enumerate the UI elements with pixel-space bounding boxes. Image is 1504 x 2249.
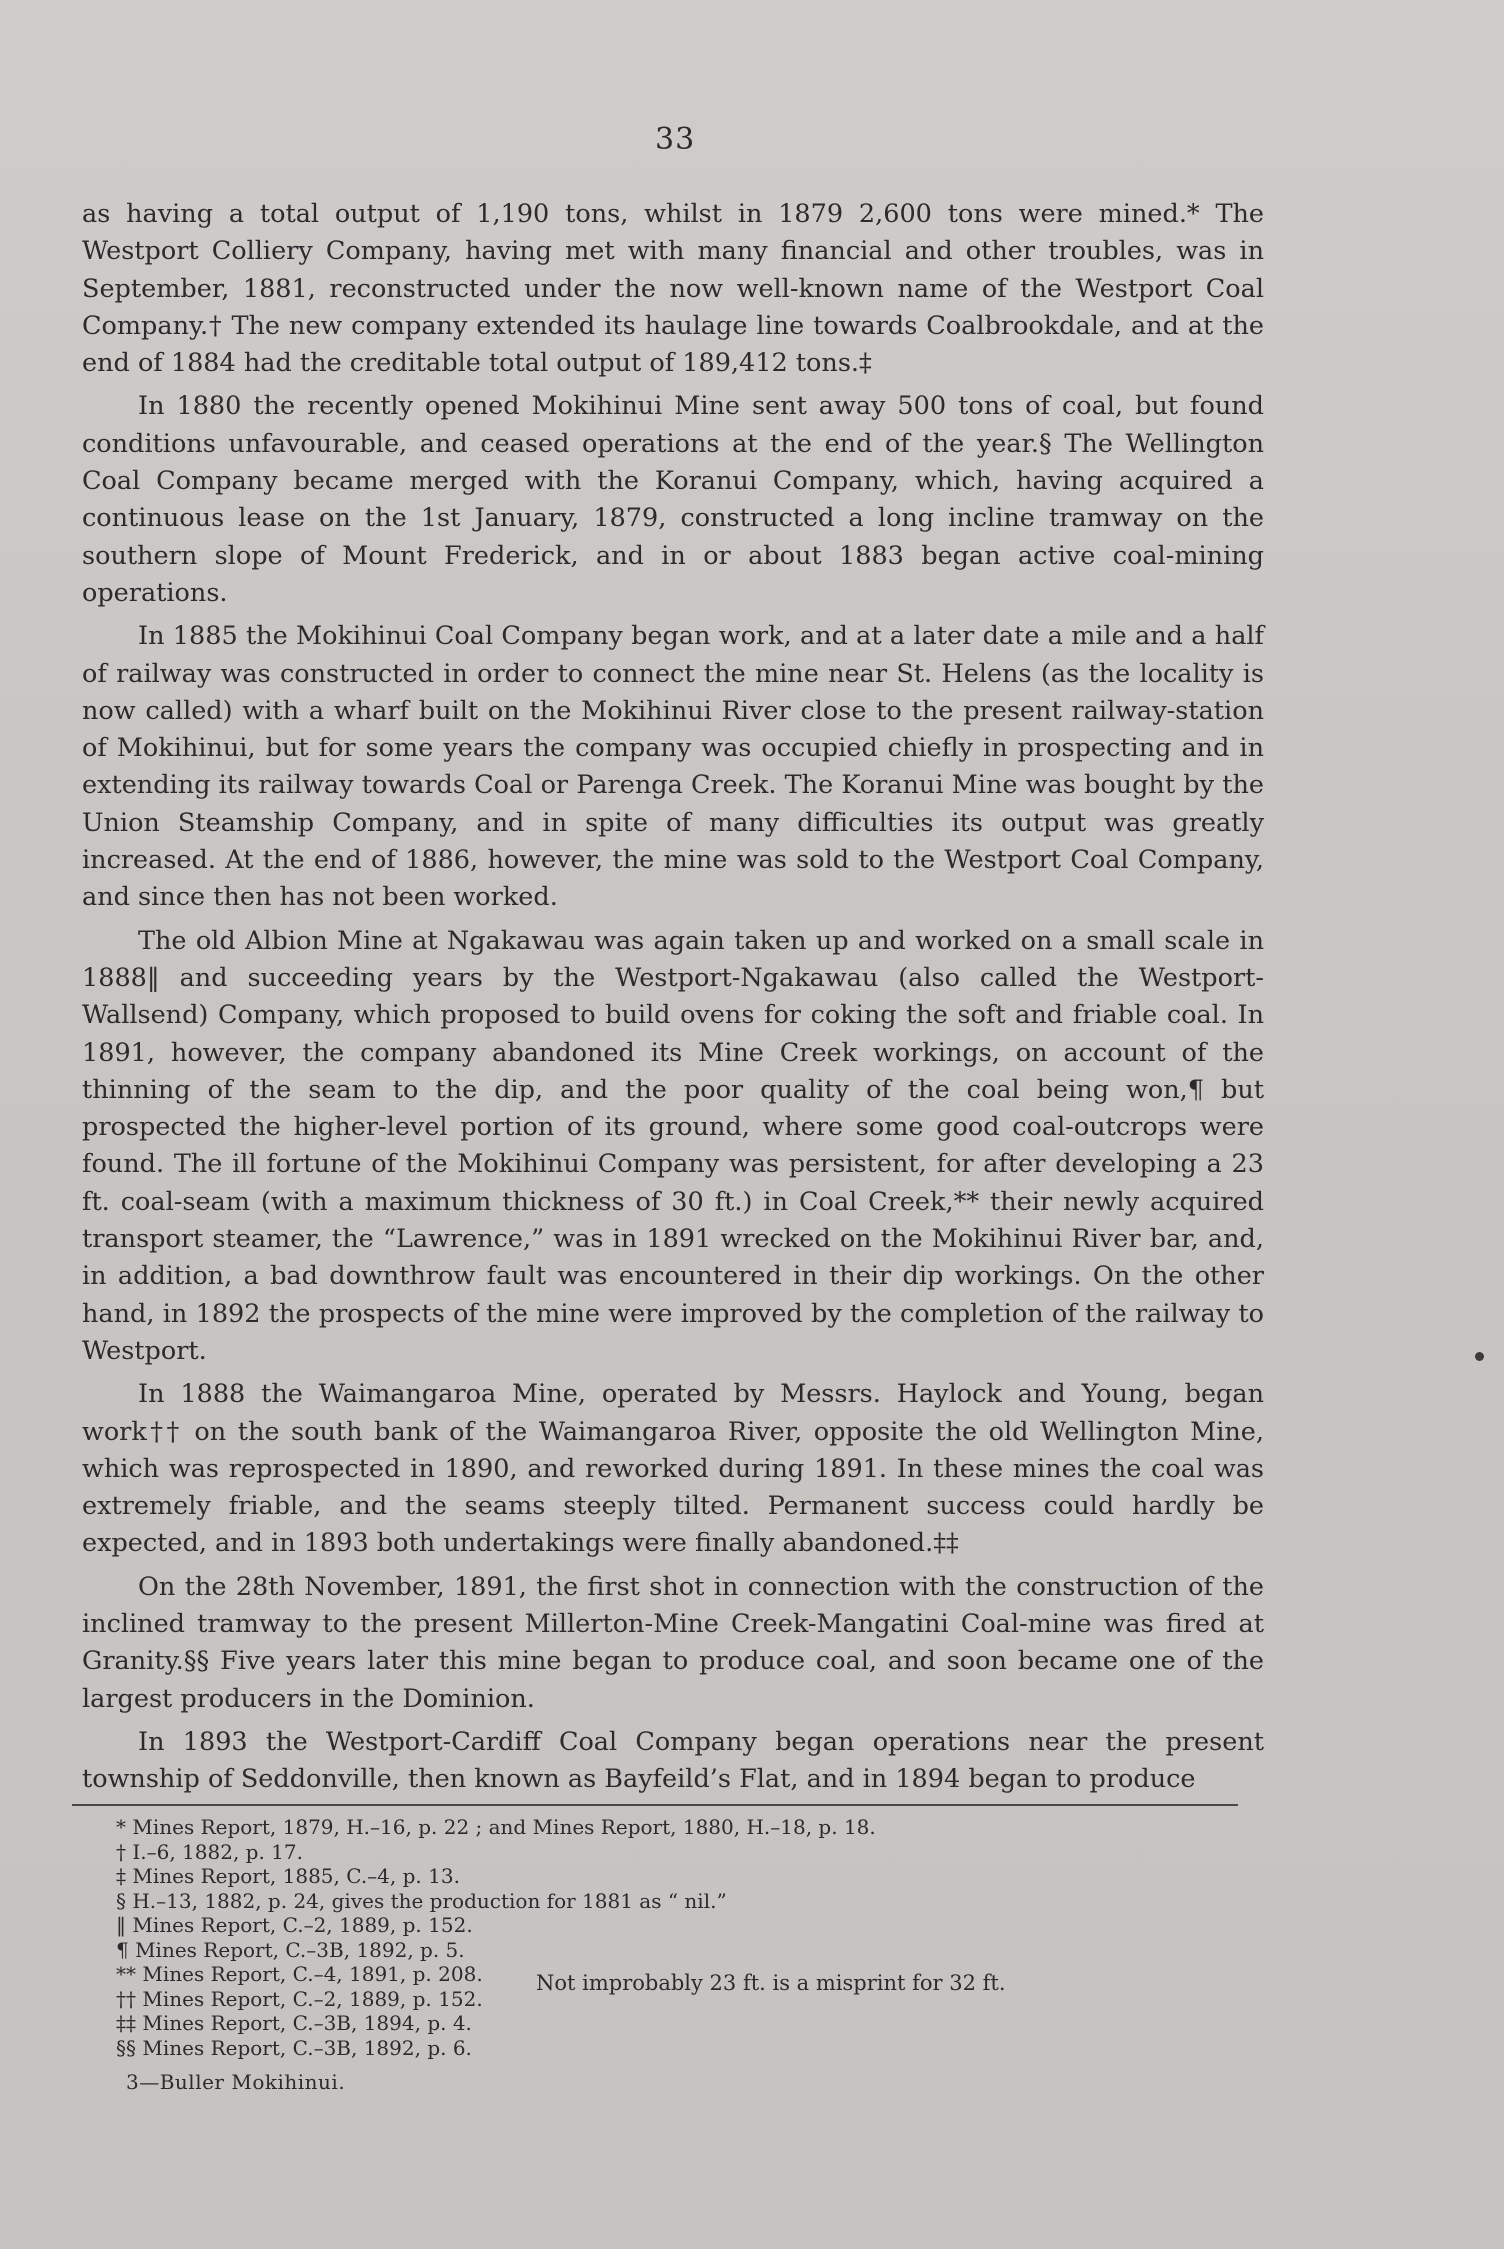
footnote-8: †† Mines Report, C.–2, 1889, p. 152. xyxy=(116,1986,483,2011)
footnote-aside: Not improbably 23 ft. is a misprint for 32 ft. xyxy=(536,1971,1006,1995)
footnote-9: ‡‡ Mines Report, C.–3B, 1894, p. 4. xyxy=(116,2011,472,2035)
paragraph-1: as having a total output of 1,190 tons, whilst in 1879 2,600 tons were mined.* The Westport Colliery Company, having met with many financial and other troubles, was in September, 1881, reconstructed under the now well-known name of the Westport Coal Company.† The new company extended its haulage line towards Coalbrookdale, and at the end of 1884 had the creditable total output of 189,412 tons.‡ xyxy=(82,199,1264,379)
footnote-4: § H.–13, 1882, p. 24, gives the production for 1881 as “ nil.” xyxy=(116,1888,727,1913)
footnotes xyxy=(116,1815,1216,2060)
page-speck xyxy=(1475,1352,1484,1361)
paragraph-3: In 1885 the Mokihinui Coal Company began work, and at a later date a mile and a half of railway was constructed in order to connect the mine near St. Helens (as the locality is now called) with a wharf built on the Mokihinui River close to the present railway-station of Mokihinui, but for some years the company was occupied chiefly in prospecting and in extending its railway towards Coal or Parenga Creek. The Koranui Mine was bought by the Union Steamship Company, and in spite of many difficulties its output was greatly increased. At the end of 1886, however, the mine was sold to the Westport Coal Company, and since then has not been worked. xyxy=(82,621,1264,913)
footnote-7: ** Mines Report, C.–4, 1891, p. 208. xyxy=(116,1962,483,1986)
footnote-10: §§ Mines Report, C.–3B, 1892, p. 6. xyxy=(116,2035,472,2060)
printer-signature: 3—Buller Mokihinui. xyxy=(126,2070,346,2094)
footnote-divider xyxy=(72,1804,1238,1806)
paragraph-2: In 1880 the recently opened Mokihinui Mine sent away 500 tons of coal, but found conditions unfavourable, and ceased operations at the end of the year.§ The Wellington Coal Company became merged with the Koranui Company, which, having acquired a continuous lease on the 1st January, 1879, constructed a long incline tramway on the southern slope of Mount Frederick, and in or about 1883 began active coal-mining operations. xyxy=(82,391,1264,608)
body-text xyxy=(82,196,1264,1804)
footnote-5: ‖ Mines Report, C.–2, 1889, p. 152. xyxy=(116,1913,473,1937)
footnote-2: † I.–6, 1882, p. 17. xyxy=(116,1839,303,1864)
paragraph-5: In 1888 the Waimangaroa Mine, operated by Messrs. Haylock and Young, began work†† on the south bank of the Waimangaroa River, opposite the old Wellington Mine, which was reprospected in 1890, and reworked during 1891. In these mines the coal was extremely friable, and the seams steeply tilted. Permanent success could hardly be expected, and in 1893 both undertakings were finally abandoned.‡‡ xyxy=(82,1379,1264,1559)
paragraph-7: In 1893 the Westport-Cardiff Coal Company began operations near the present township of Seddonville, then known as Bayfeild’s Flat, and in 1894 began to produce xyxy=(82,1726,1264,1795)
footnote-1: * Mines Report, 1879, H.–16, p. 22 ; and Mines Report, 1880, H.–18, p. 18. xyxy=(116,1815,876,1839)
footnote-3: ‡ Mines Report, 1885, C.–4, p. 13. xyxy=(116,1864,460,1888)
paragraph-4: The old Albion Mine at Ngakawau was again taken up and worked on a small scale in 1888‖ and succeeding years by the Westport-Ngakawau (also called the Westport-Wallsend) Company, which proposed to build ovens for coking the soft and friable coal. In 1891, however, the company abandoned its Mine Creek workings, on account of the thinning of the seam to the dip, and the poor quality of the coal being won,¶ but prospected the higher-level portion of its ground, where some good coal-outcrops were found. The ill fortune of the Mokihinui Company was persistent, for after developing a 23 ft. coal-seam (with a maximum thickness of 30 ft.) in Coal Creek,** their newly acquired transport steamer, the “Lawrence,” was in 1891 wrecked on the Mokihinui River bar, and, in addition, a bad downthrow fault was encountered in their dip workings. On the other hand, in 1892 the prospects of the mine were improved by the completion of the railway to Westport. xyxy=(82,925,1264,1366)
paragraph-6: On the 28th November, 1891, the first shot in connection with the construction of the inclined tramway to the present Millerton-Mine Creek-Mangatini Coal-mine was fired at Granity.§§ Five years later this mine began to produce coal, and soon became one of the largest producers in the Dominion. xyxy=(82,1571,1264,1714)
page-number: 33 xyxy=(655,122,696,157)
footnote-6: ¶ Mines Report, C.–3B, 1892, p. 5. xyxy=(116,1937,465,1962)
